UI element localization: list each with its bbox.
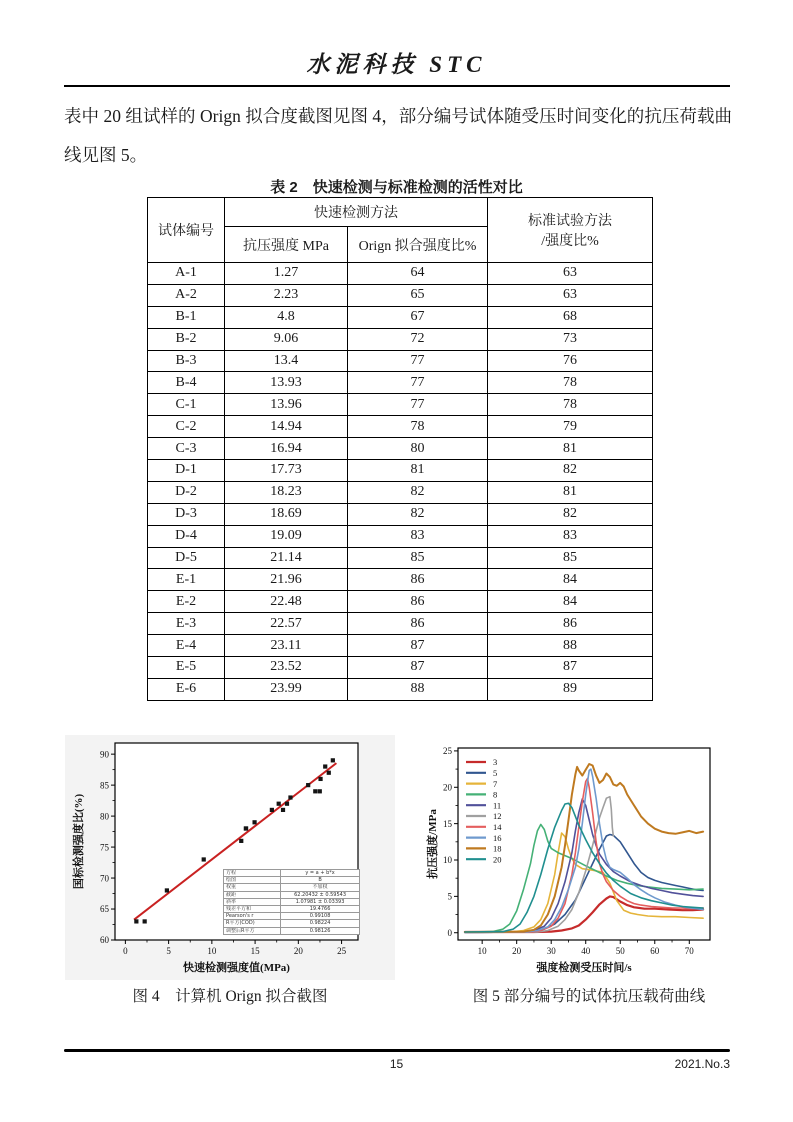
figure4-origin-fit-chart [65,735,395,980]
table-cell: 86 [348,591,488,613]
table-cell: B-4 [148,372,225,394]
table-cell: 21.96 [225,569,348,591]
stats-cell: 权重 [224,884,281,891]
table-cell: 87 [348,635,488,657]
table-row [148,547,653,569]
stats-cell: R平方(COD) [224,920,281,927]
figure4-caption: 图 4 计算机 Orign 拟合截图 [132,988,328,1005]
table-row [148,569,653,591]
col-header-standard-line2: /强度比% [541,234,599,249]
table-cell: 79 [488,416,653,438]
col-header-standard-line1: 标准试验方法 [528,214,612,229]
stats-row [224,920,360,927]
table-cell: 13.96 [225,394,348,416]
stats-cell: 残差平方和 [224,906,281,913]
table-row [148,284,653,306]
table-cell: 64 [348,263,488,285]
stats-cell: 调整后R平方 [224,927,281,934]
table-cell: 87 [488,657,653,679]
stats-cell: 不加权 [281,884,360,891]
header-rule [64,85,730,87]
table-cell: D-4 [148,525,225,547]
table-cell: D-3 [148,503,225,525]
col-header-rapid-group: 快速检测方法 [225,198,488,227]
svg-text:7: 7 [493,778,498,789]
svg-text:14: 14 [493,822,502,832]
stats-cell: B [281,877,360,884]
svg-text:强度检测受压时间/s: 强度检测受压时间/s [536,962,632,974]
table-cell: C-2 [148,416,225,438]
table-row [148,416,653,438]
table-cell: 77 [348,394,488,416]
table-cell: 16.94 [225,438,348,460]
table-cell: B-1 [148,306,225,328]
svg-text:20: 20 [512,946,522,956]
table-cell: 83 [348,525,488,547]
stats-cell: 方程 [224,870,281,877]
stats-cell: 绘图 [224,877,281,884]
svg-text:25: 25 [443,746,452,757]
table-row [148,263,653,285]
svg-text:60: 60 [650,946,660,956]
table-cell: A-2 [148,284,225,306]
svg-text:16: 16 [493,832,502,843]
table-cell: E-1 [148,569,225,591]
table-cell: 14.94 [225,416,348,438]
table-cell: 23.99 [225,678,348,700]
table-row [148,372,653,394]
svg-text:抗压强度/MPa: 抗压强度/MPa [427,809,439,879]
table-cell: 82 [348,503,488,525]
table-row [148,328,653,350]
stats-cell: 斜率 [224,898,281,905]
svg-text:85: 85 [100,780,109,791]
table-row [148,481,653,503]
col-header-orign: Orign 拟合强度比% [348,227,488,263]
stats-row [224,884,360,891]
svg-text:50: 50 [615,946,625,956]
svg-text:快速检测强度值(MPa): 快速检测强度值(MPa) [183,962,290,974]
col-header-specimen: 试体编号 [148,198,225,263]
svg-text:70: 70 [684,946,694,956]
svg-text:25: 25 [337,946,347,956]
table-row [148,394,653,416]
fig4-fit-stats-box [223,869,360,935]
svg-text:20: 20 [293,946,303,956]
svg-text:0: 0 [447,927,452,938]
table-cell: 89 [488,678,653,700]
table-cell: 85 [348,547,488,569]
table-cell: 80 [348,438,488,460]
table-cell: 81 [488,481,653,503]
svg-text:20: 20 [493,854,502,865]
table-row [148,438,653,460]
footer-rule [64,1049,730,1052]
svg-text:3: 3 [493,757,498,768]
stats-row [224,927,360,934]
table-cell: 82 [488,460,653,482]
svg-text:90: 90 [100,749,109,760]
svg-text:40: 40 [581,946,591,956]
table-cell: 86 [348,569,488,591]
table-cell: 9.06 [225,328,348,350]
svg-text:15: 15 [443,818,452,829]
stats-cell: 19.4766 [281,906,360,913]
stats-row [224,913,360,920]
stats-row [224,906,360,913]
col-header-standard [488,198,653,263]
table-cell: 22.48 [225,591,348,613]
svg-text:12: 12 [493,811,502,822]
col-header-strength: 抗压强度 MPa [225,227,348,263]
table-cell: 21.14 [225,547,348,569]
table-cell: 84 [488,591,653,613]
table-cell: 86 [488,613,653,635]
table-cell: 67 [348,306,488,328]
table-cell: A-1 [148,263,225,285]
table-row [148,678,653,700]
table-cell: 63 [488,263,653,285]
table-cell: 18.69 [225,503,348,525]
table-cell: 86 [348,613,488,635]
table-cell: E-4 [148,635,225,657]
table-cell: E-3 [148,613,225,635]
stats-cell: 62.20432 ± 0.59543 [281,891,360,898]
svg-text:60: 60 [100,935,109,946]
table-cell: 13.4 [225,350,348,372]
page-number: 15 [389,1057,404,1071]
stats-row [224,870,360,877]
table-title: 表 2 快速检测与标准检测的活性对比 [270,179,523,196]
table-cell: 22.57 [225,613,348,635]
table-row [148,350,653,372]
table-cell: 72 [348,328,488,350]
stats-row [224,891,360,898]
stats-row [224,898,360,905]
journal-title: 水泥科技 STC [306,52,487,77]
stats-cell: 1.07981 ± 0.03393 [281,898,360,905]
table-cell: C-3 [148,438,225,460]
svg-text:65: 65 [100,904,109,915]
table-cell: 73 [488,328,653,350]
table-cell: 82 [488,503,653,525]
svg-text:11: 11 [493,800,502,811]
svg-text:国标检测强度比(%): 国标检测强度比(%) [73,793,85,890]
table-cell: 4.8 [225,306,348,328]
table-cell: 84 [488,569,653,591]
table-cell: 87 [348,657,488,679]
table-cell: 81 [488,438,653,460]
svg-text:70: 70 [100,873,109,884]
table-cell: 17.73 [225,460,348,482]
table-cell: E-5 [148,657,225,679]
svg-text:5: 5 [447,891,452,902]
table-cell: 18.23 [225,481,348,503]
table-row [148,657,653,679]
table-cell: B-2 [148,328,225,350]
table-row [148,591,653,613]
table-cell: E-2 [148,591,225,613]
stats-cell: 0.98224 [281,920,360,927]
table-cell: 88 [348,678,488,700]
svg-text:80: 80 [100,811,109,822]
table-cell: E-6 [148,678,225,700]
table-cell: 63 [488,284,653,306]
table-cell: D-1 [148,460,225,482]
table-cell: 78 [348,416,488,438]
svg-text:0: 0 [123,946,128,956]
stats-cell: Pearson's r [224,913,281,920]
body-paragraph: 表中 20 组试样的 Orign 拟合度截图见图 4，部分编号试体随受压时间变化的抗压荷载曲线见图 5。 [64,106,732,165]
table-cell: 23.11 [225,635,348,657]
table-cell: 77 [348,372,488,394]
table-cell: 77 [348,350,488,372]
table-cell: 19.09 [225,525,348,547]
table-cell: D-5 [148,547,225,569]
table-cell: D-2 [148,481,225,503]
table-row [148,460,653,482]
stats-cell: 0.99108 [281,913,360,920]
figure5-caption: 图 5 部分编号的试体抗压载荷曲线 [472,988,706,1005]
issue-label: 2021.No.3 [674,1057,730,1071]
svg-text:75: 75 [100,842,109,853]
table-cell: 85 [488,547,653,569]
svg-text:8: 8 [493,789,498,800]
table-cell: 13.93 [225,372,348,394]
svg-text:30: 30 [546,946,556,956]
svg-text:5: 5 [166,946,171,956]
fig5-line-plot [425,735,753,985]
svg-text:20: 20 [443,782,452,793]
table-cell: B-3 [148,350,225,372]
stats-cell: 截距 [224,891,281,898]
table-row [148,613,653,635]
svg-text:10: 10 [207,946,217,956]
table-cell: 76 [488,350,653,372]
table-cell: 78 [488,372,653,394]
svg-text:5: 5 [493,768,498,778]
table-cell: 88 [488,635,653,657]
table-cell: 23.52 [225,657,348,679]
table-cell: 2.23 [225,284,348,306]
table-cell: 81 [348,460,488,482]
table-cell: C-1 [148,394,225,416]
activity-comparison-table [147,197,653,701]
svg-text:18: 18 [493,843,502,854]
svg-text:15: 15 [250,946,260,956]
stats-cell: 0.98126 [281,927,360,934]
table-cell: 83 [488,525,653,547]
figure5-load-curves-chart [425,735,753,980]
table-cell: 78 [488,394,653,416]
fig4-scatter-plot [65,735,395,985]
svg-text:10: 10 [443,855,452,866]
stats-row [224,877,360,884]
svg-text:10: 10 [477,946,487,956]
table-cell: 68 [488,306,653,328]
table-cell: 65 [348,284,488,306]
table-row [148,306,653,328]
fig5-svg [425,735,753,980]
table-cell: 82 [348,481,488,503]
table-row [148,635,653,657]
stats-cell: y = a + b*x [281,870,360,877]
table-row [148,503,653,525]
table-row [148,525,653,547]
table-cell: 1.27 [225,263,348,285]
fig4-svg [65,735,395,980]
